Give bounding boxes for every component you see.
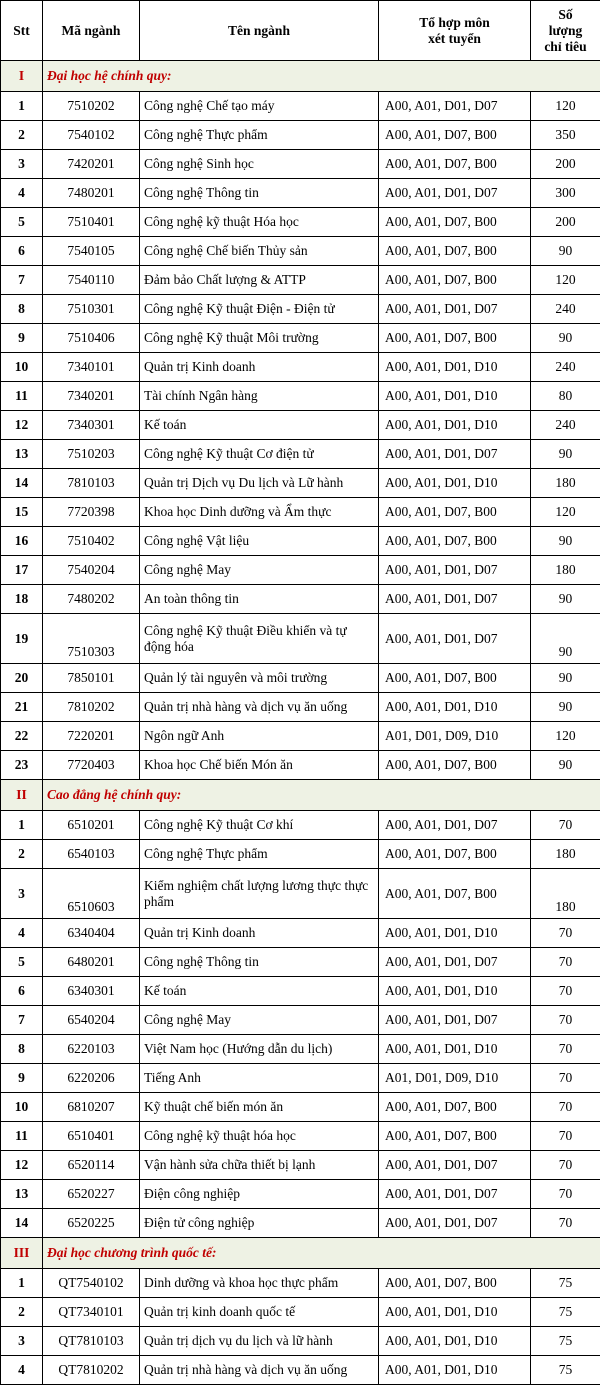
table-header	[1, 1, 600, 61]
row-stt: 8	[1, 1035, 43, 1064]
row-combo: A00, A01, D01, D07	[379, 1006, 531, 1035]
table-row	[1, 121, 600, 150]
table-row	[1, 295, 600, 324]
row-stt: 5	[1, 948, 43, 977]
header-stt: Stt	[1, 1, 43, 61]
table-row	[1, 556, 600, 585]
row-code: 6340404	[43, 919, 140, 948]
row-name: Công nghệ Thông tin	[140, 948, 379, 977]
row-quota: 70	[531, 811, 600, 840]
row-quota: 70	[531, 1209, 600, 1238]
row-stt: 13	[1, 440, 43, 469]
header-combo-line1: Tổ hợp môn	[419, 15, 490, 30]
row-stt: 2	[1, 121, 43, 150]
row-stt: 23	[1, 751, 43, 780]
row-name: Công nghệ Vật liệu	[140, 527, 379, 556]
row-code: 7540204	[43, 556, 140, 585]
row-code: 7510303	[43, 614, 140, 664]
section-header-row	[1, 1238, 600, 1269]
header-combo-line2: xét tuyển	[428, 31, 481, 46]
row-combo: A00, A01, D07, B00	[379, 1122, 531, 1151]
row-name: An toàn thông tin	[140, 585, 379, 614]
row-stt: 1	[1, 811, 43, 840]
row-quota: 90	[531, 237, 600, 266]
row-name: Công nghệ Thực phẩm	[140, 840, 379, 869]
row-code: 7510401	[43, 208, 140, 237]
row-combo: A00, A01, D07, B00	[379, 664, 531, 693]
table-row	[1, 614, 600, 664]
table-row	[1, 1209, 600, 1238]
row-stt: 13	[1, 1180, 43, 1209]
row-stt: 12	[1, 1151, 43, 1180]
row-code: 7810103	[43, 469, 140, 498]
row-name: Công nghệ Thực phẩm	[140, 121, 379, 150]
row-combo: A01, D01, D09, D10	[379, 1064, 531, 1093]
row-stt: 3	[1, 1327, 43, 1356]
table-row	[1, 179, 600, 208]
row-stt: 6	[1, 977, 43, 1006]
table-row	[1, 585, 600, 614]
row-code: 7340201	[43, 382, 140, 411]
row-quota: 90	[531, 585, 600, 614]
row-combo: A00, A01, D07, B00	[379, 1093, 531, 1122]
row-quota: 70	[531, 919, 600, 948]
row-code: 7540102	[43, 121, 140, 150]
row-stt: 14	[1, 1209, 43, 1238]
row-quota: 120	[531, 266, 600, 295]
table-row	[1, 869, 600, 919]
row-stt: 15	[1, 498, 43, 527]
table-row	[1, 1151, 600, 1180]
row-name: Công nghệ Thông tin	[140, 179, 379, 208]
row-quota: 240	[531, 295, 600, 324]
row-code: 6520227	[43, 1180, 140, 1209]
row-code: 7510301	[43, 295, 140, 324]
table-row	[1, 382, 600, 411]
table-row	[1, 1035, 600, 1064]
row-code: 7540105	[43, 237, 140, 266]
section-numeral: III	[1, 1238, 43, 1269]
row-name: Công nghệ Kỹ thuật Điều khiển và tự động hóa	[140, 614, 379, 664]
row-name: Khoa học Dinh dưỡng và Ẩm thực	[140, 498, 379, 527]
row-quota: 200	[531, 150, 600, 179]
section-header-row	[1, 61, 600, 92]
row-quota: 75	[531, 1356, 600, 1385]
row-quota: 75	[531, 1298, 600, 1327]
row-quota: 70	[531, 948, 600, 977]
section-numeral: II	[1, 780, 43, 811]
row-stt: 1	[1, 92, 43, 121]
row-combo: A00, A01, D07, B00	[379, 498, 531, 527]
row-name: Kỹ thuật chế biến món ăn	[140, 1093, 379, 1122]
row-combo: A00, A01, D01, D10	[379, 919, 531, 948]
row-stt: 2	[1, 840, 43, 869]
row-code: 7510402	[43, 527, 140, 556]
row-quota: 180	[531, 840, 600, 869]
row-quota: 75	[531, 1327, 600, 1356]
row-quota: 70	[531, 1180, 600, 1209]
row-code: 6340301	[43, 977, 140, 1006]
table-row	[1, 498, 600, 527]
row-quota: 70	[531, 1064, 600, 1093]
row-code: 7720403	[43, 751, 140, 780]
row-name: Vận hành sửa chữa thiết bị lạnh	[140, 1151, 379, 1180]
row-name: Đảm bảo Chất lượng & ATTP	[140, 266, 379, 295]
row-combo: A00, A01, D07, B00	[379, 266, 531, 295]
row-name: Công nghệ Chế biến Thủy sản	[140, 237, 379, 266]
row-code: 7510203	[43, 440, 140, 469]
table-row	[1, 469, 600, 498]
table-body	[1, 61, 600, 1385]
row-combo: A00, A01, D01, D07	[379, 811, 531, 840]
row-combo: A00, A01, D01, D07	[379, 179, 531, 208]
row-name: Công nghệ kỹ thuật Hóa học	[140, 208, 379, 237]
row-combo: A00, A01, D01, D10	[379, 1035, 531, 1064]
row-combo: A00, A01, D01, D07	[379, 1180, 531, 1209]
row-name: Kế toán	[140, 977, 379, 1006]
row-quota: 200	[531, 208, 600, 237]
row-code: 7850101	[43, 664, 140, 693]
row-quota: 180	[531, 556, 600, 585]
row-combo: A00, A01, D01, D10	[379, 1298, 531, 1327]
row-name: Quản trị nhà hàng và dịch vụ ăn uống	[140, 693, 379, 722]
row-quota: 300	[531, 179, 600, 208]
row-name: Quản trị Kinh doanh	[140, 353, 379, 382]
row-name: Công nghệ Kỹ thuật Cơ khí	[140, 811, 379, 840]
row-stt: 11	[1, 1122, 43, 1151]
section-header-row	[1, 780, 600, 811]
row-code: 6540204	[43, 1006, 140, 1035]
row-code: 6510401	[43, 1122, 140, 1151]
row-combo: A00, A01, D07, B00	[379, 121, 531, 150]
row-quota: 90	[531, 693, 600, 722]
row-combo: A00, A01, D01, D07	[379, 1209, 531, 1238]
row-name: Công nghệ Kỹ thuật Môi trường	[140, 324, 379, 353]
row-combo: A00, A01, D07, B00	[379, 208, 531, 237]
row-name: Tiếng Anh	[140, 1064, 379, 1093]
row-combo: A00, A01, D07, B00	[379, 237, 531, 266]
row-stt: 6	[1, 237, 43, 266]
table-row	[1, 324, 600, 353]
row-code: 6510603	[43, 869, 140, 919]
row-code: 7220201	[43, 722, 140, 751]
row-code: 7480202	[43, 585, 140, 614]
table-row	[1, 693, 600, 722]
row-stt: 20	[1, 664, 43, 693]
row-code: 6540103	[43, 840, 140, 869]
row-combo: A00, A01, D01, D10	[379, 1327, 531, 1356]
row-combo: A00, A01, D01, D07	[379, 92, 531, 121]
row-name: Kiểm nghiệm chất lượng lương thực thực phẩm	[140, 869, 379, 919]
row-stt: 3	[1, 150, 43, 179]
header-combo	[379, 1, 531, 61]
row-stt: 11	[1, 382, 43, 411]
row-stt: 5	[1, 208, 43, 237]
table-row	[1, 527, 600, 556]
header-name: Tên ngành	[140, 1, 379, 61]
row-stt: 12	[1, 411, 43, 440]
row-name: Ngôn ngữ Anh	[140, 722, 379, 751]
row-stt: 19	[1, 614, 43, 664]
row-code: 7540110	[43, 266, 140, 295]
row-quota: 90	[531, 664, 600, 693]
row-stt: 18	[1, 585, 43, 614]
row-code: 6220206	[43, 1064, 140, 1093]
row-code: 7340101	[43, 353, 140, 382]
table-row	[1, 92, 600, 121]
table-row	[1, 150, 600, 179]
row-name: Quản trị dịch vụ du lịch và lữ hành	[140, 1327, 379, 1356]
row-name: Điện tử công nghiệp	[140, 1209, 379, 1238]
table-row	[1, 1180, 600, 1209]
row-code: 7340301	[43, 411, 140, 440]
row-quota: 90	[531, 751, 600, 780]
row-name: Việt Nam học (Hướng dẫn du lịch)	[140, 1035, 379, 1064]
row-combo: A00, A01, D01, D07	[379, 556, 531, 585]
row-combo: A00, A01, D07, B00	[379, 324, 531, 353]
row-name: Quản trị Dịch vụ Du lịch và Lữ hành	[140, 469, 379, 498]
header-code: Mã ngành	[43, 1, 140, 61]
row-code: 7420201	[43, 150, 140, 179]
row-quota: 90	[531, 440, 600, 469]
row-quota: 70	[531, 1093, 600, 1122]
row-combo: A00, A01, D07, B00	[379, 840, 531, 869]
header-quota-line3: chỉ tiêu	[544, 39, 586, 54]
row-code: QT7810202	[43, 1356, 140, 1385]
row-code: 7480201	[43, 179, 140, 208]
row-name: Điện công nghiệp	[140, 1180, 379, 1209]
table-row	[1, 1269, 600, 1298]
row-name: Công nghệ Kỹ thuật Cơ điện tử	[140, 440, 379, 469]
row-stt: 3	[1, 869, 43, 919]
row-code: QT7540102	[43, 1269, 140, 1298]
row-name: Dinh dưỡng và khoa học thực phẩm	[140, 1269, 379, 1298]
row-name: Công nghệ May	[140, 556, 379, 585]
table-row	[1, 977, 600, 1006]
table-row	[1, 811, 600, 840]
row-quota: 180	[531, 869, 600, 919]
header-quota	[531, 1, 600, 61]
table-row	[1, 237, 600, 266]
row-stt: 7	[1, 1006, 43, 1035]
row-stt: 10	[1, 353, 43, 382]
header-quota-line1: Số	[558, 7, 572, 22]
row-quota: 240	[531, 411, 600, 440]
row-combo: A00, A01, D01, D10	[379, 1356, 531, 1385]
row-combo: A00, A01, D01, D07	[379, 1151, 531, 1180]
row-quota: 350	[531, 121, 600, 150]
row-code: 6480201	[43, 948, 140, 977]
row-code: 6810207	[43, 1093, 140, 1122]
row-quota: 120	[531, 92, 600, 121]
row-code: 6520114	[43, 1151, 140, 1180]
row-combo: A00, A01, D07, B00	[379, 751, 531, 780]
table-row	[1, 664, 600, 693]
row-stt: 17	[1, 556, 43, 585]
row-name: Quản trị nhà hàng và dịch vụ ăn uống	[140, 1356, 379, 1385]
row-code: 7810202	[43, 693, 140, 722]
row-name: Công nghệ May	[140, 1006, 379, 1035]
table-row	[1, 1064, 600, 1093]
table-row	[1, 1093, 600, 1122]
row-combo: A00, A01, D07, B00	[379, 150, 531, 179]
row-stt: 8	[1, 295, 43, 324]
row-code: QT7340101	[43, 1298, 140, 1327]
row-stt: 14	[1, 469, 43, 498]
row-name: Tài chính Ngân hàng	[140, 382, 379, 411]
row-name: Công nghệ Chế tạo máy	[140, 92, 379, 121]
row-name: Quản lý tài nguyên và môi trường	[140, 664, 379, 693]
row-combo: A00, A01, D01, D10	[379, 353, 531, 382]
row-stt: 16	[1, 527, 43, 556]
table-row	[1, 1122, 600, 1151]
row-name: Công nghệ kỹ thuật hóa học	[140, 1122, 379, 1151]
row-stt: 4	[1, 1356, 43, 1385]
table-row	[1, 751, 600, 780]
table-row	[1, 1356, 600, 1385]
table-row	[1, 1298, 600, 1327]
row-code: 6220103	[43, 1035, 140, 1064]
row-quota: 90	[531, 614, 600, 664]
section-numeral: I	[1, 61, 43, 92]
table-row	[1, 1327, 600, 1356]
row-combo: A00, A01, D01, D07	[379, 614, 531, 664]
section-title: Cao đẳng hệ chính quy:	[43, 780, 600, 811]
table-row	[1, 840, 600, 869]
row-combo: A00, A01, D01, D10	[379, 693, 531, 722]
row-combo: A00, A01, D01, D07	[379, 295, 531, 324]
row-quota: 90	[531, 527, 600, 556]
row-quota: 70	[531, 1151, 600, 1180]
row-stt: 7	[1, 266, 43, 295]
row-quota: 75	[531, 1269, 600, 1298]
row-quota: 80	[531, 382, 600, 411]
header-quota-line2: lượng	[549, 23, 583, 38]
row-name: Quản trị Kinh doanh	[140, 919, 379, 948]
table-row	[1, 919, 600, 948]
row-quota: 70	[531, 1122, 600, 1151]
table-row	[1, 722, 600, 751]
row-code: 7720398	[43, 498, 140, 527]
row-name: Công nghệ Sinh học	[140, 150, 379, 179]
row-combo: A00, A01, D01, D10	[379, 469, 531, 498]
row-quota: 70	[531, 1035, 600, 1064]
header-row	[1, 1, 600, 61]
row-code: 7510406	[43, 324, 140, 353]
row-code: 6520225	[43, 1209, 140, 1238]
row-quota: 90	[531, 324, 600, 353]
table-row	[1, 1006, 600, 1035]
row-combo: A00, A01, D01, D10	[379, 977, 531, 1006]
row-quota: 120	[531, 498, 600, 527]
row-name: Công nghệ Kỹ thuật Điện - Điện tử	[140, 295, 379, 324]
row-stt: 9	[1, 1064, 43, 1093]
section-title: Đại học chương trình quốc tế:	[43, 1238, 600, 1269]
row-combo: A00, A01, D01, D10	[379, 382, 531, 411]
row-code: 7510202	[43, 92, 140, 121]
row-stt: 1	[1, 1269, 43, 1298]
row-name: Kế toán	[140, 411, 379, 440]
row-stt: 21	[1, 693, 43, 722]
table-row	[1, 353, 600, 382]
row-combo: A00, A01, D01, D07	[379, 585, 531, 614]
table-row	[1, 411, 600, 440]
row-code: QT7810103	[43, 1327, 140, 1356]
row-combo: A01, D01, D09, D10	[379, 722, 531, 751]
row-combo: A00, A01, D01, D07	[379, 440, 531, 469]
row-combo: A00, A01, D01, D07	[379, 948, 531, 977]
row-combo: A00, A01, D07, B00	[379, 869, 531, 919]
row-quota: 180	[531, 469, 600, 498]
section-title: Đại học hệ chính quy:	[43, 61, 600, 92]
row-combo: A00, A01, D07, B00	[379, 527, 531, 556]
row-stt: 22	[1, 722, 43, 751]
row-combo: A00, A01, D07, B00	[379, 1269, 531, 1298]
row-quota: 70	[531, 1006, 600, 1035]
row-stt: 2	[1, 1298, 43, 1327]
row-quota: 120	[531, 722, 600, 751]
row-name: Khoa học Chế biến Món ăn	[140, 751, 379, 780]
row-stt: 10	[1, 1093, 43, 1122]
table-row	[1, 208, 600, 237]
row-name: Quản trị kinh doanh quốc tế	[140, 1298, 379, 1327]
row-stt: 9	[1, 324, 43, 353]
row-combo: A00, A01, D01, D10	[379, 411, 531, 440]
table-row	[1, 440, 600, 469]
row-quota: 70	[531, 977, 600, 1006]
row-quota: 240	[531, 353, 600, 382]
row-stt: 4	[1, 919, 43, 948]
table-row	[1, 948, 600, 977]
table-row	[1, 266, 600, 295]
row-code: 6510201	[43, 811, 140, 840]
row-stt: 4	[1, 179, 43, 208]
